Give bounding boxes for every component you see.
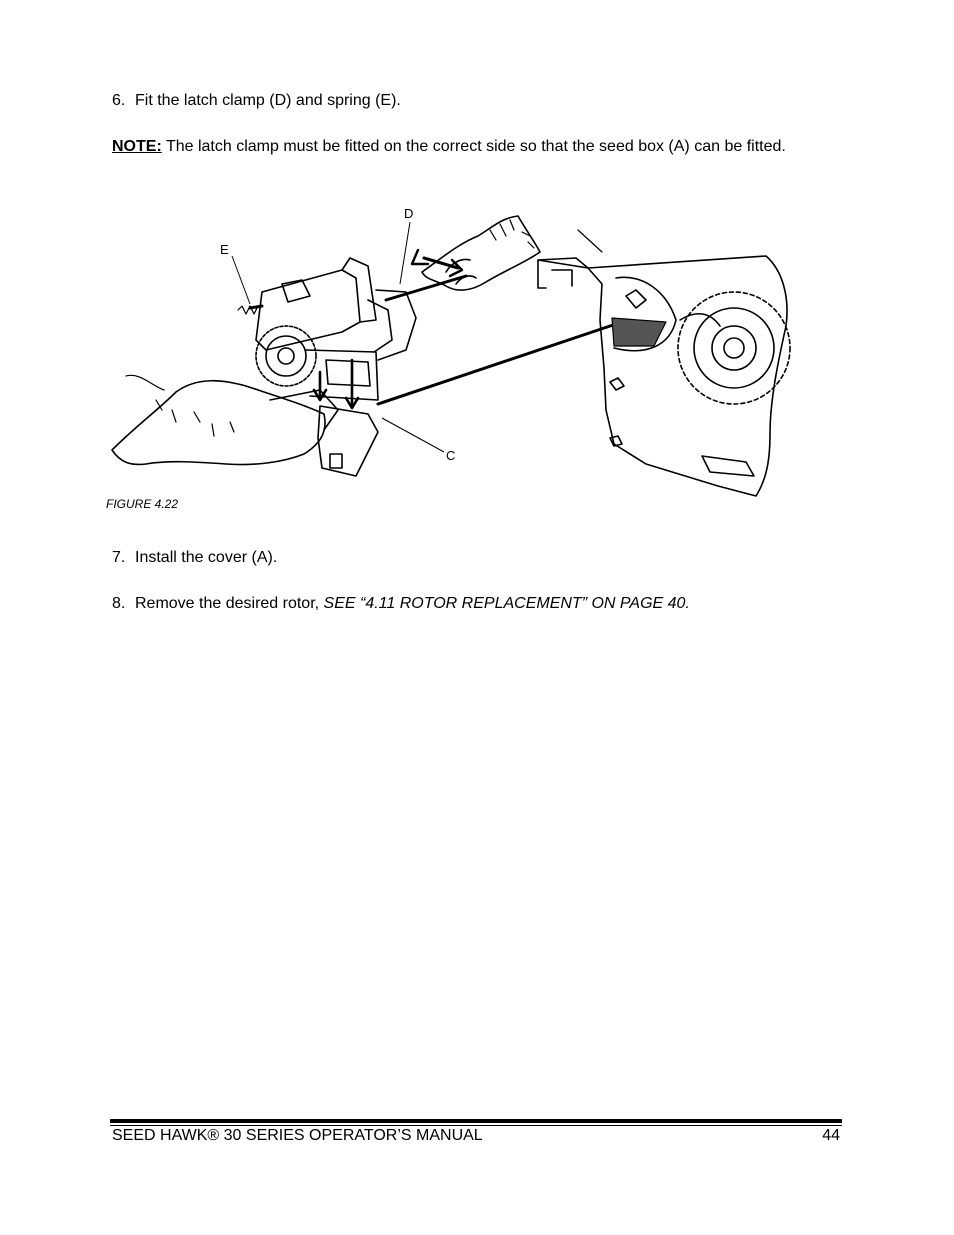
footer-title: SEED HAWK® 30 SERIES OPERATOR’S MANUAL [112, 1127, 483, 1144]
page-number: 44 [822, 1127, 840, 1144]
note-label: NOTE: [112, 138, 162, 155]
note-text: The latch clamp must be fitted on the correct side so that the seed box (A) can be fitted. [161, 138, 786, 155]
hopper-housing-a [538, 256, 787, 496]
bracket-c [318, 406, 378, 476]
step-8-text: Remove the desired rotor, [135, 595, 324, 612]
rotor-replacement-link[interactable]: SEE “4.11 ROTOR REPLACEMENT” ON PAGE 40. [323, 595, 690, 612]
step-7-text: Install the cover (A). [135, 549, 278, 566]
label-e: E [220, 242, 229, 257]
figure-caption: FIGURE 4.22 [106, 497, 179, 511]
sprocket-wheel [256, 326, 316, 386]
step-7-number: 7. [112, 549, 126, 566]
footer-rule-thick [110, 1119, 842, 1123]
hand-bottom [112, 381, 325, 465]
step-6-number: 6. [112, 92, 126, 109]
rotor-window [612, 318, 666, 346]
footer-rule-thin [110, 1125, 842, 1126]
meter-body [256, 270, 360, 350]
step-7 [112, 548, 277, 568]
label-d: D [404, 206, 414, 221]
note-paragraph [112, 137, 786, 157]
step-6-text: Fit the latch clamp (D) and spring (E). [135, 92, 401, 109]
hand-top [422, 216, 540, 290]
step-8 [112, 594, 690, 614]
label-c: C [446, 448, 456, 463]
fit-arrow [378, 322, 622, 404]
latch-rod-d [386, 276, 466, 300]
step-8-number: 8. [112, 595, 126, 612]
step-6 [112, 91, 401, 111]
latch-clamp-illustration [106, 200, 796, 500]
